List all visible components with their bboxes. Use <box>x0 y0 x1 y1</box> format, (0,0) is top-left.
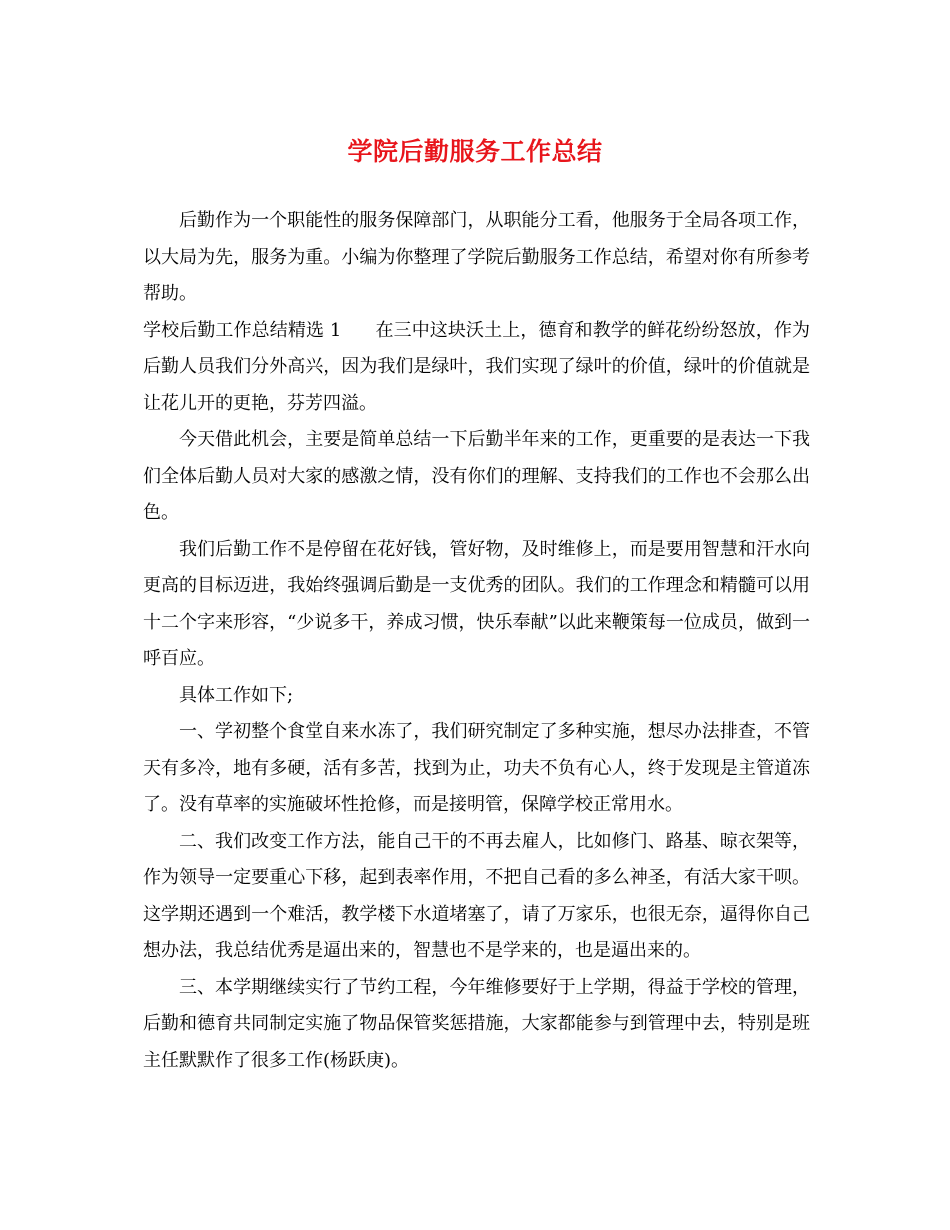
section-first-text: 在三中这块沃土上，德育和教学的鲜花纷纷怒放，作为后勤人员我们分外高兴，因为我们是绿叶，我们实现了绿叶的价值，绿叶的价值就是让花儿开的更艳，芬芳四溢。 <box>143 319 810 414</box>
body-paragraph-5: 二、我们改变工作方法，能自己干的不再去雇人，比如修门、路基、晾衣架等，作为领导一定要重心下移，起到表率作用，不把自己看的多么神圣，有活大家干呗。这学期还遇到一个难活，教学楼下水道堵塞了，请了万家乐，也很无奈，逼得你自己想办法，我总结优秀是逼出来的，智慧也不是学来的，也是逼出来的。 <box>143 830 810 961</box>
document-body <box>143 203 810 1079</box>
document-title: 学院后勤服务工作总结 <box>347 137 603 166</box>
body-paragraph-4: 一、学初整个食堂自来水冻了，我们研究制定了多种实施，想尽办法排查，不管天有多冷，地有多硬，活有多苦，找到为止，功夫不负有心人，终于发现是主管道冻了。没有草率的实施破坏性抢修，而是接明管，保障学校正常用水。 <box>143 721 810 815</box>
body-paragraph-1: 今天借此机会，主要是简单总结一下后勤半年来的工作，更重要的是表达一下我们全体后勤人员对大家的感激之情，没有你们的理解、支持我们的工作也不会那么出色。 <box>143 429 810 523</box>
section-paragraph <box>143 313 810 423</box>
body-paragraph-2: 我们后勤工作不是停留在花好钱，管好物，及时维修上，而是要用智慧和汗水向更高的目标迈进，我始终强调后勤是一支优秀的团队。我们的工作理念和精髓可以用十二个字来形容，“少说多干，养成习惯，快乐奉献”以此来鞭策每一位成员，做到一呼百应。 <box>143 538 810 669</box>
body-paragraph-6: 三、本学期继续实行了节约工程，今年维修要好于上学期，得益于学校的管理，后勤和德育共同制定实施了物品保管奖惩措施，大家都能参与到管理中去，特别是班主任默默作了很多工作(杨跃庚)。 <box>143 976 810 1071</box>
section-heading: 学校后勤工作总结精选 1 <box>143 319 342 341</box>
body-paragraph-3: 具体工作如下; <box>179 684 294 706</box>
intro-paragraph: 后勤作为一个职能性的服务保障部门，从职能分工看，他服务于全局各项工作，以大局为先，服务为重。小编为你整理了学院后勤服务工作总结，希望对你有所参考帮助。 <box>143 210 810 304</box>
